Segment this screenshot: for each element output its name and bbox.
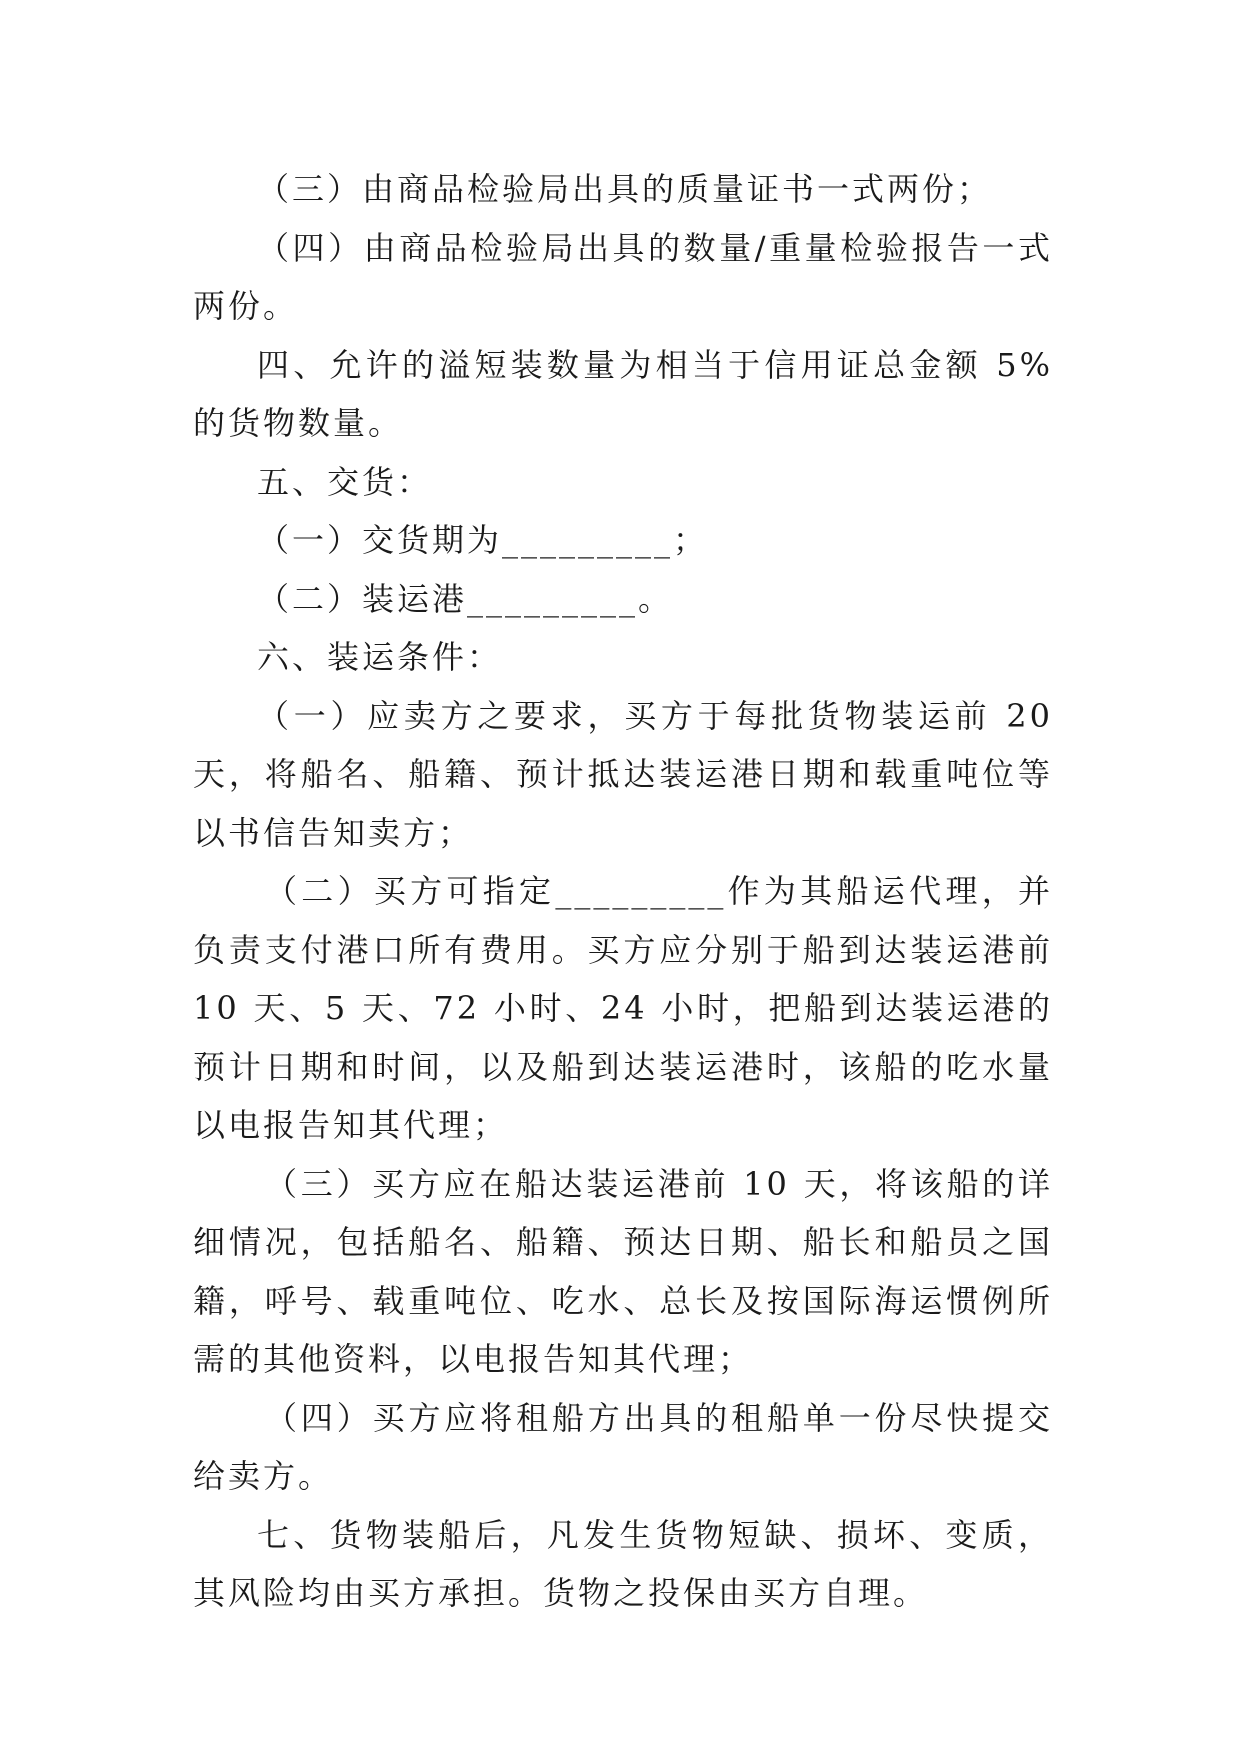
clause-5-2-loading-port: （二）装运港_________。	[257, 579, 674, 618]
clause-7-risk: 七、货物装船后，凡发生货物短缺、损坏、变质，其风险均由买方承担。货物之投保由买方自理。	[193, 1515, 1053, 1612]
clause-4-more-or-less: 四、允许的溢短装数量为相当于信用证总金额 5%的货物数量。	[193, 345, 1053, 442]
clause-3-3-quality-certificate: （三）由商品检验局出具的质量证书一式两份；	[257, 170, 993, 208]
clause-6-heading-shipment: 六、装运条件：	[257, 638, 503, 676]
clause-5-heading-delivery: 五、交货：	[257, 462, 433, 501]
clause-6-1-vessel-notice: （一）应卖方之要求，买方于每批货物装运前 20 天，将船名、船籍、预计抵达装运港日期和载重吨位等以书信告知卖方；	[193, 696, 1067, 852]
clause-6-4-charter-party: （四）买方应将租船方出具的租船单一份尽快提交给卖方。	[193, 1398, 1053, 1495]
clause-6-2-shipping-agent: （二）买方可指定_________作为其船运代理，并负责支付港口所有费用。买方应分别于船到达装运港前 10 天、5 天、72 小时、24 小时，把船到达装运港的预计日期和时间，以及船到达装运港时，该船的吃水量以电报告知其代理；	[193, 872, 1067, 1144]
clause-6-3-vessel-details: （三）买方应在船达装运港前 10 天，将该船的详细情况，包括船名、船籍、预达日期、船长和船员之国籍，呼号、载重吨位、吃水、总长及按国际海运惯例所需的其他资料，以电报告知其代理；	[193, 1164, 1053, 1378]
clause-3-4-quantity-weight-report: （四）由商品检验局出具的数量/重量检验报告一式两份。	[193, 228, 1053, 325]
document-body	[193, 160, 1067, 1623]
clause-5-1-delivery-period: （一）交货期为_________；	[257, 521, 709, 559]
